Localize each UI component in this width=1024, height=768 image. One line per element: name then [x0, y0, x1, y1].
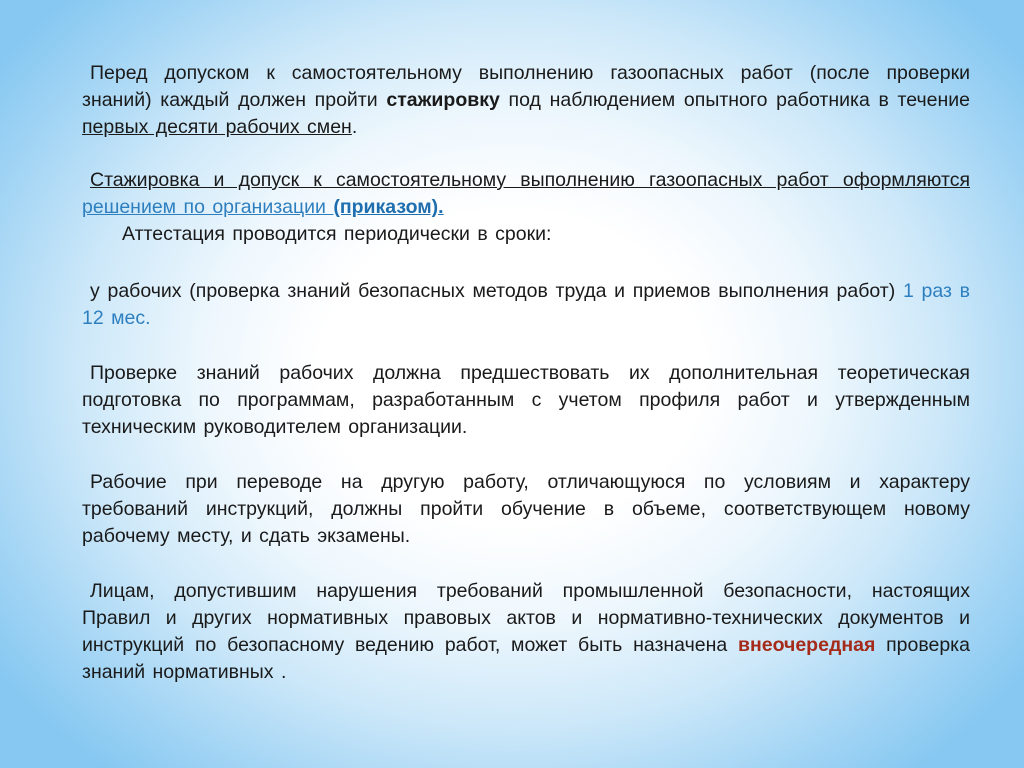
p4-text-1: у рабочих (проверка знаний безопасных методов труда и приемов выполнения работ) — [90, 280, 903, 302]
paragraph-extraordinary-check — [82, 578, 970, 686]
p1-text-5: . — [351, 116, 358, 138]
p2-decision-link: решением по организации — [82, 196, 334, 218]
p6-text: Рабочие при переводе на другую работу, отличающуюся по условиям и характеру требований инструкций, должны пройти обучение в объеме, соответствующем новому рабочему месту, и сдать экзамены. — [82, 471, 970, 547]
p1-first-ten-shifts: первых десяти рабочих смен — [82, 116, 352, 138]
p3-text: Аттестация проводится периодически в сроки: — [122, 223, 552, 245]
p4-frequency: 1 раз в 12 мес. — [82, 280, 971, 329]
p7-text-3: проверка знаний нормативных . — [82, 634, 970, 683]
p5-text: Проверке знаний рабочих должна предшествовать их дополнительная теоретическая подготовка по программам, разработанным с учетом профиля работ и утвержденным техническим руководителем организации. — [82, 362, 970, 438]
p1-text-1: Перед допуском к самостоятельному выполнению газоопасных работ (после проверки знаний) каждый должен пройти — [82, 62, 970, 111]
paragraph-theory-prep — [82, 360, 970, 441]
p2-order-bold: (приказом). — [333, 196, 444, 218]
paragraph-transfer — [82, 469, 970, 550]
paragraph-attestation — [122, 221, 970, 248]
p1-internship-bold: стажировку — [386, 89, 500, 111]
p7-text-1: Лицам, допустившим нарушения требований промышленной безопасности, настоящих Правил и других нормативных правовых актов и нормативно-технических документов и инструкций по безопасному ведению работ, может быть назначена — [82, 580, 970, 656]
paragraph-order — [82, 167, 970, 221]
paragraph-workers-check — [82, 278, 970, 332]
p7-extraordinary-bold: внеочередная — [737, 634, 876, 656]
paragraph-internship — [82, 60, 970, 141]
p1-text-3: под наблюдением опытного работника в течение — [499, 89, 970, 111]
p2-text-1: Стажировка и допуск к самостоятельному выполнению газоопасных работ оформляются — [90, 169, 970, 191]
